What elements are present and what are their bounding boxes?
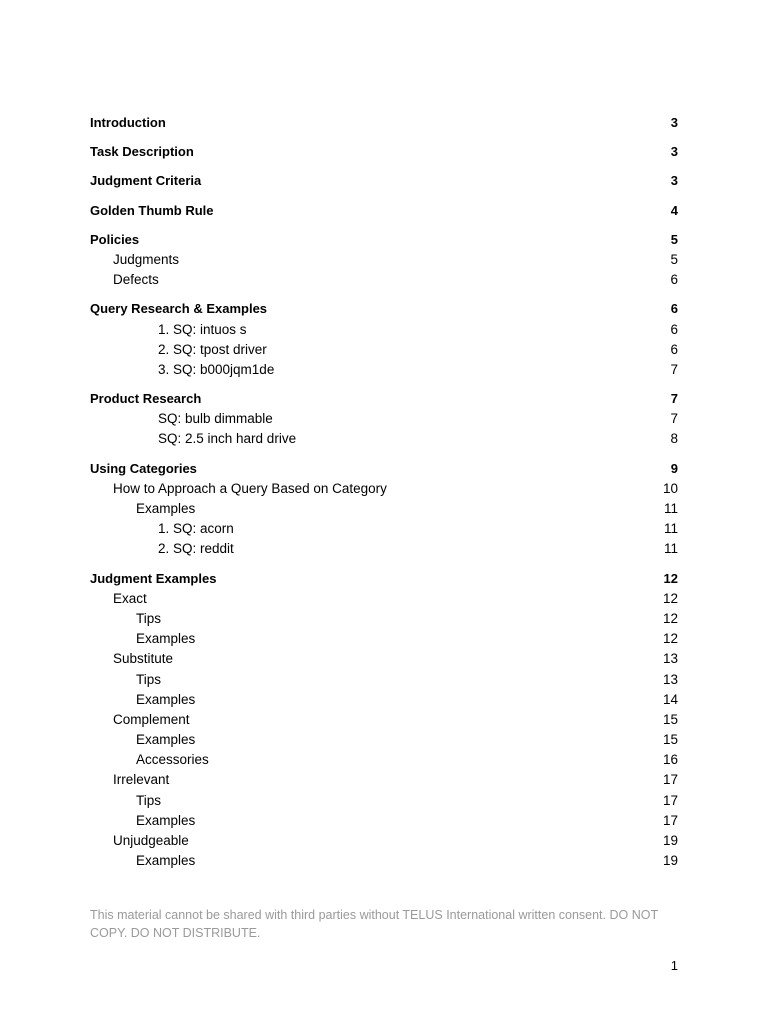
toc-entry[interactable] [90,113,678,133]
toc-entry-page: 7 [670,391,678,407]
toc-entry[interactable] [90,539,678,559]
toc-entry-page: 6 [670,341,678,357]
toc-entry[interactable] [90,690,678,710]
toc-entry[interactable] [90,629,678,649]
toc-entry-title: Golden Thumb Rule [90,202,214,218]
toc-entry[interactable] [90,479,678,499]
toc-entry[interactable] [90,851,678,871]
toc-entry-page: 6 [670,301,678,317]
toc-entry[interactable] [90,270,678,290]
toc-entry-title: Defects [113,272,159,288]
toc-entry-title: Product Research [90,391,202,407]
toc-entry[interactable] [90,409,678,429]
toc-entry-title: SQ: bulb dimmable [158,411,273,427]
toc-entry-page: 3 [670,115,678,130]
toc-entry-page: 17 [662,772,678,788]
toc-entry[interactable] [90,569,678,589]
toc-entry-page: 12 [662,631,678,647]
toc-entry-title: Irrelevant [113,772,170,788]
toc-entry[interactable] [90,811,678,831]
toc-entry-title: Policies [90,231,140,247]
toc-entry-title: Examples [136,732,196,748]
toc-entry-title: Judgment Examples [90,570,217,586]
toc-entry-title: Unjudgeable [113,833,189,848]
toc-entry-title: Examples [136,691,196,707]
toc-entry[interactable] [90,389,678,409]
toc-entry-page: 12 [663,570,678,586]
confidentiality-notice: This material cannot be shared with third parties without TELUS International written consent. DO NOT COPY. DO NOT DISTRIBUTE. [90,908,658,940]
toc-entry[interactable] [90,750,678,770]
toc-entry[interactable] [90,320,678,340]
toc-entry-title: Accessories [136,752,209,768]
table-of-contents [90,113,678,871]
toc-entry[interactable] [90,791,678,811]
toc-entry-page: 4 [670,202,678,218]
toc-entry[interactable] [90,831,678,851]
toc-entry-title: Using Categories [90,460,197,476]
toc-entry[interactable] [90,609,678,629]
toc-entry-page: 19 [662,853,678,869]
toc-entry[interactable] [90,499,678,519]
toc-entry-page: 5 [670,231,678,247]
toc-entry[interactable] [90,589,678,609]
toc-entry-page: 3 [670,173,678,189]
toc-entry-title: How to Approach a Query Based on Category [113,480,387,496]
toc-entry-title: Examples [136,631,196,647]
toc-entry-page: 13 [662,651,678,667]
toc-entry-title: Exact [113,590,147,606]
toc-entry-page: 17 [662,792,678,808]
toc-entry-title: Introduction [90,115,166,130]
toc-entry-title: Examples [136,853,196,869]
toc-entry-page: 3 [670,144,678,160]
toc-entry-title: Task Description [90,144,194,160]
toc-entry-title: Judgment Criteria [90,173,202,189]
toc-entry-page: 16 [662,752,678,768]
page-number: 1 [670,958,678,973]
toc-entry-page: 12 [662,610,678,626]
toc-entry-page: 6 [670,321,678,337]
toc-entry-page: 7 [670,361,678,377]
toc-entry-title: Substitute [113,651,174,667]
toc-entry-page: 15 [662,711,678,727]
toc-entry-title: Judgments [113,251,180,267]
toc-entry[interactable] [90,770,678,790]
toc-entry[interactable] [90,340,678,360]
toc-entry[interactable] [90,171,678,191]
toc-entry-title: 2. SQ: tpost driver [158,341,267,357]
toc-entry-page: 15 [662,732,678,748]
toc-entry[interactable] [90,459,678,479]
toc-entry-title: 2. SQ: reddit [158,541,234,557]
toc-entry-page: 11 [663,521,678,537]
toc-entry-title: Tips [136,671,162,687]
toc-entry[interactable] [90,519,678,539]
toc-entry-title: 3. SQ: b000jqm1de [158,361,275,377]
toc-entry-page: 11 [663,501,678,516]
toc-entry[interactable] [90,649,678,669]
toc-entry-page: 9 [670,460,678,476]
toc-entry[interactable] [90,230,678,250]
toc-entry[interactable] [90,201,678,221]
toc-entry-page: 6 [670,272,678,288]
toc-entry-page: 7 [670,411,678,427]
toc-entry[interactable] [90,670,678,690]
toc-entry-title: Query Research & Examples [90,301,268,317]
toc-entry-title: Examples [136,812,196,828]
toc-entry-page: 5 [670,251,678,267]
toc-entry[interactable] [90,730,678,750]
toc-entry-page: 13 [662,671,678,687]
toc-entry-title: 1. SQ: acorn [158,521,234,537]
toc-entry-page: 14 [662,691,678,707]
toc-entry[interactable] [90,299,678,319]
toc-entry[interactable] [90,360,678,380]
toc-entry-title: SQ: 2.5 inch hard drive [158,431,297,447]
toc-entry-title: 1. SQ: intuos s [158,321,247,337]
toc-entry-title: Examples [136,501,196,516]
toc-entry-title: Complement [113,711,190,727]
toc-entry-page: 11 [663,541,678,557]
toc-entry-page: 8 [670,431,678,447]
toc-entry-page: 12 [662,590,678,606]
toc-entry[interactable] [90,710,678,730]
toc-entry[interactable] [90,429,678,449]
toc-entry-title: Tips [136,792,162,808]
toc-entry-title: Tips [136,610,162,626]
toc-entry[interactable] [90,250,678,270]
toc-entry-page: 19 [662,833,678,848]
toc-entry-page: 10 [662,480,678,496]
toc-entry[interactable] [90,142,678,162]
toc-entry-page: 17 [662,812,678,828]
